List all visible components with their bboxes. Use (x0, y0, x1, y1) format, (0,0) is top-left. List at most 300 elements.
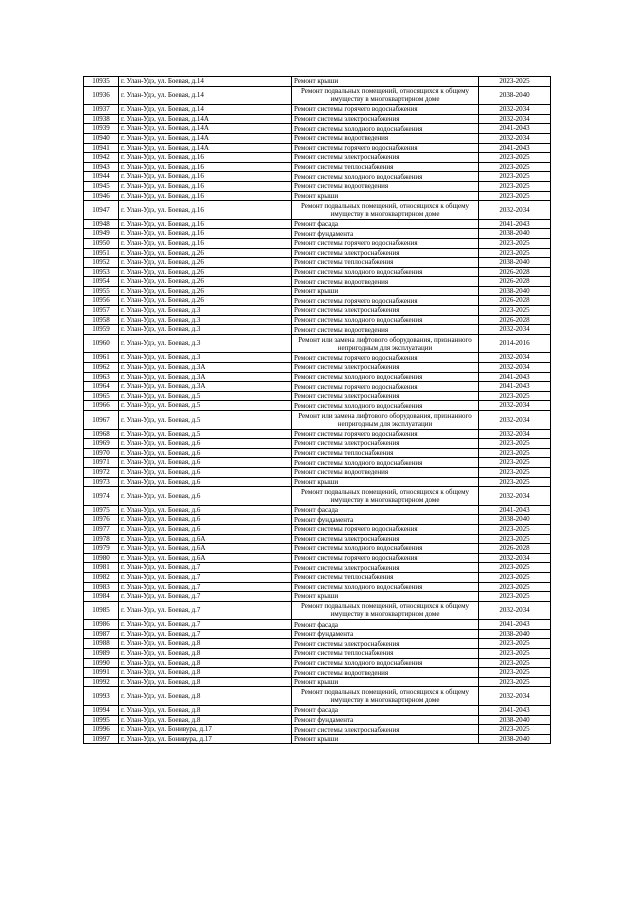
row-number: 10969 (84, 439, 119, 449)
row-period: 2032-2034 (479, 133, 551, 143)
table-row (84, 258, 551, 268)
row-work-type: Ремонт системы электроснабжения (292, 725, 479, 735)
row-address: г. Улан-Удэ, ул. Боевая, д.3А (119, 372, 292, 382)
row-address: г. Улан-Удэ, ул. Боевая, д.8 (119, 649, 292, 659)
table-row (84, 114, 551, 124)
row-number: 10957 (84, 306, 119, 316)
row-work-type: Ремонт системы горячего водоснабжения (292, 524, 479, 534)
row-period: 2023-2025 (479, 477, 551, 487)
table-row (84, 505, 551, 515)
row-number: 10992 (84, 677, 119, 687)
table-row (84, 458, 551, 468)
row-period: 2023-2025 (479, 639, 551, 649)
row-address: г. Улан-Удэ, ул. Боевая, д.3 (119, 325, 292, 335)
row-number: 10990 (84, 658, 119, 668)
row-period: 2023-2025 (479, 592, 551, 602)
row-address: г. Улан-Удэ, ул. Боевая, д.3 (119, 353, 292, 363)
row-address: г. Улан-Удэ, ул. Боевая, д.8 (119, 639, 292, 649)
row-work-type: Ремонт системы теплоснабжения (292, 649, 479, 659)
table-row (84, 601, 551, 620)
row-period: 2023-2025 (479, 649, 551, 659)
row-number: 10948 (84, 219, 119, 229)
row-number: 10971 (84, 458, 119, 468)
table-row (84, 363, 551, 373)
row-number: 10987 (84, 629, 119, 639)
row-period: 2023-2025 (479, 582, 551, 592)
row-address: г. Улан-Удэ, ул. Боевая, д.5 (119, 391, 292, 401)
table-row (84, 725, 551, 735)
row-period: 2041-2043 (479, 706, 551, 716)
row-number: 10945 (84, 181, 119, 191)
table-row (84, 325, 551, 335)
table-row (84, 582, 551, 592)
row-work-type: Ремонт системы электроснабжения (292, 391, 479, 401)
row-number: 10958 (84, 315, 119, 325)
table-row (84, 172, 551, 182)
row-address: г. Улан-Удэ, ул. Боевая, д.6 (119, 448, 292, 458)
row-number: 10956 (84, 296, 119, 306)
row-work-type: Ремонт системы горячего водоснабжения (292, 553, 479, 563)
row-address: г. Улан-Удэ, ул. Боевая, д.3А (119, 382, 292, 392)
row-work-type: Ремонт подвальных помещений, относящихся к общему имуществу в многоквартирном доме (292, 687, 479, 706)
row-work-type: Ремонт подвальных помещений, относящихся к общему имуществу в многоквартирном доме (292, 201, 479, 220)
row-work-type: Ремонт фасада (292, 505, 479, 515)
row-number: 10941 (84, 143, 119, 153)
row-number: 10997 (84, 734, 119, 744)
row-address: г. Улан-Удэ, ул. Боевая, д.6 (119, 505, 292, 515)
row-period: 2023-2025 (479, 238, 551, 248)
table-row (84, 162, 551, 172)
row-work-type: Ремонт системы холодного водоснабжения (292, 267, 479, 277)
row-period: 2038-2040 (479, 258, 551, 268)
row-address: г. Улан-Удэ, ул. Боевая, д.26 (119, 248, 292, 258)
row-address: г. Улан-Удэ, ул. Боевая, д.8 (119, 687, 292, 706)
table-row (84, 382, 551, 392)
row-address: г. Улан-Удэ, ул. Боевая, д.3 (119, 315, 292, 325)
row-number: 10980 (84, 553, 119, 563)
row-period: 2023-2025 (479, 248, 551, 258)
row-work-type: Ремонт крыши (292, 286, 479, 296)
row-period: 2023-2025 (479, 181, 551, 191)
row-period: 2023-2025 (479, 467, 551, 477)
row-period: 2032-2034 (479, 114, 551, 124)
table-row (84, 639, 551, 649)
row-address: г. Улан-Удэ, ул. Боевая, д.14А (119, 124, 292, 134)
table-row (84, 296, 551, 306)
row-period: 2026-2028 (479, 267, 551, 277)
row-work-type: Ремонт или замена лифтового оборудования, признанного непригодным для эксплуатации (292, 334, 479, 353)
row-number: 10942 (84, 153, 119, 163)
row-work-type: Ремонт подвальных помещений, относящихся к общему имуществу в многоквартирном доме (292, 601, 479, 620)
row-number: 10996 (84, 725, 119, 735)
row-period: 2023-2025 (479, 439, 551, 449)
row-period: 2038-2040 (479, 734, 551, 744)
row-work-type: Ремонт крыши (292, 592, 479, 602)
row-address: г. Улан-Удэ, ул. Боевая, д.14 (119, 105, 292, 115)
row-work-type: Ремонт системы холодного водоснабжения (292, 372, 479, 382)
row-number: 10974 (84, 487, 119, 506)
table-row (84, 238, 551, 248)
table-row (84, 658, 551, 668)
table-row (84, 448, 551, 458)
row-work-type: Ремонт системы водоотведения (292, 133, 479, 143)
row-period: 2023-2025 (479, 524, 551, 534)
table-row (84, 191, 551, 201)
row-work-type: Ремонт крыши (292, 191, 479, 201)
row-work-type: Ремонт фасада (292, 620, 479, 630)
row-work-type: Ремонт системы водоотведения (292, 277, 479, 287)
row-address: г. Улан-Удэ, ул. Бонивура, д.17 (119, 734, 292, 744)
row-address: г. Улан-Удэ, ул. Боевая, д.8 (119, 677, 292, 687)
row-number: 10954 (84, 277, 119, 287)
row-period: 2032-2034 (479, 353, 551, 363)
row-number: 10994 (84, 706, 119, 716)
row-address: г. Улан-Удэ, ул. Боевая, д.14А (119, 133, 292, 143)
row-number: 10973 (84, 477, 119, 487)
row-period: 2023-2025 (479, 658, 551, 668)
row-work-type: Ремонт крыши (292, 77, 479, 87)
row-number: 10952 (84, 258, 119, 268)
row-work-type: Ремонт системы холодного водоснабжения (292, 544, 479, 554)
row-work-type: Ремонт системы горячего водоснабжения (292, 105, 479, 115)
row-period: 2032-2034 (479, 601, 551, 620)
table-row (84, 677, 551, 687)
row-address: г. Улан-Удэ, ул. Боевая, д.7 (119, 620, 292, 630)
row-number: 10955 (84, 286, 119, 296)
row-work-type: Ремонт фундамента (292, 629, 479, 639)
row-number: 10966 (84, 401, 119, 411)
table-row (84, 334, 551, 353)
row-period: 2032-2034 (479, 401, 551, 411)
row-period: 2041-2043 (479, 143, 551, 153)
row-period: 2038-2040 (479, 86, 551, 105)
row-period: 2032-2034 (479, 687, 551, 706)
row-work-type: Ремонт системы теплоснабжения (292, 162, 479, 172)
row-address: г. Улан-Удэ, ул. Боевая, д.16 (119, 181, 292, 191)
row-work-type: Ремонт крыши (292, 734, 479, 744)
row-work-type: Ремонт подвальных помещений, относящихся к общему имуществу в многоквартирном доме (292, 487, 479, 506)
row-address: г. Улан-Удэ, ул. Боевая, д.26 (119, 267, 292, 277)
row-number: 10979 (84, 544, 119, 554)
table-row (84, 143, 551, 153)
row-work-type: Ремонт системы горячего водоснабжения (292, 429, 479, 439)
row-number: 10985 (84, 601, 119, 620)
row-number: 10961 (84, 353, 119, 363)
row-address: г. Улан-Удэ, ул. Боевая, д.6 (119, 458, 292, 468)
row-period: 2032-2034 (479, 105, 551, 115)
table-row (84, 592, 551, 602)
row-work-type: Ремонт крыши (292, 677, 479, 687)
row-number: 10962 (84, 363, 119, 373)
row-period: 2032-2034 (479, 411, 551, 430)
table-row (84, 219, 551, 229)
row-period: 2023-2025 (479, 172, 551, 182)
row-address: г. Улан-Удэ, ул. Боевая, д.3 (119, 334, 292, 353)
table-row (84, 277, 551, 287)
row-number: 10983 (84, 582, 119, 592)
row-work-type: Ремонт системы холодного водоснабжения (292, 172, 479, 182)
row-period: 2023-2025 (479, 162, 551, 172)
row-address: г. Улан-Удэ, ул. Боевая, д.6А (119, 534, 292, 544)
row-period: 2038-2040 (479, 286, 551, 296)
table-row (84, 439, 551, 449)
row-work-type: Ремонт или замена лифтового оборудования, признанного непригодным для эксплуатации (292, 411, 479, 430)
row-work-type: Ремонт крыши (292, 477, 479, 487)
row-work-type: Ремонт системы горячего водоснабжения (292, 353, 479, 363)
table-row (84, 620, 551, 630)
row-work-type: Ремонт системы горячего водоснабжения (292, 382, 479, 392)
row-number: 10968 (84, 429, 119, 439)
row-period: 2023-2025 (479, 153, 551, 163)
row-address: г. Улан-Удэ, ул. Боевая, д.7 (119, 572, 292, 582)
table-row (84, 734, 551, 744)
table-row (84, 411, 551, 430)
row-period: 2038-2040 (479, 229, 551, 239)
row-period: 2038-2040 (479, 715, 551, 725)
row-address: г. Улан-Удэ, ул. Боевая, д.6 (119, 487, 292, 506)
row-number: 10939 (84, 124, 119, 134)
row-address: г. Улан-Удэ, ул. Боевая, д.14 (119, 86, 292, 105)
row-work-type: Ремонт системы холодного водоснабжения (292, 401, 479, 411)
row-address: г. Улан-Удэ, ул. Бонивура, д.17 (119, 725, 292, 735)
row-work-type: Ремонт системы холодного водоснабжения (292, 124, 479, 134)
row-number: 10940 (84, 133, 119, 143)
row-address: г. Улан-Удэ, ул. Боевая, д.6 (119, 467, 292, 477)
table-row (84, 124, 551, 134)
row-period: 2038-2040 (479, 515, 551, 525)
row-address: г. Улан-Удэ, ул. Боевая, д.6 (119, 515, 292, 525)
row-work-type: Ремонт системы электроснабжения (292, 639, 479, 649)
row-address: г. Улан-Удэ, ул. Боевая, д.7 (119, 601, 292, 620)
table-row (84, 467, 551, 477)
row-period: 2014-2016 (479, 334, 551, 353)
row-period: 2026-2028 (479, 544, 551, 554)
row-number: 10943 (84, 162, 119, 172)
table-row (84, 133, 551, 143)
table-body (84, 77, 551, 744)
row-period: 2026-2028 (479, 277, 551, 287)
row-address: г. Улан-Удэ, ул. Боевая, д.5 (119, 401, 292, 411)
row-period: 2032-2034 (479, 363, 551, 373)
row-address: г. Улан-Удэ, ул. Боевая, д.16 (119, 238, 292, 248)
row-work-type: Ремонт системы водоотведения (292, 467, 479, 477)
repair-schedule-table (83, 76, 551, 744)
row-address: г. Улан-Удэ, ул. Боевая, д.16 (119, 153, 292, 163)
table-row (84, 391, 551, 401)
row-address: г. Улан-Удэ, ул. Боевая, д.7 (119, 582, 292, 592)
row-address: г. Улан-Удэ, ул. Боевая, д.7 (119, 629, 292, 639)
table-row (84, 706, 551, 716)
table-row (84, 153, 551, 163)
row-work-type: Ремонт системы водоотведения (292, 325, 479, 335)
row-number: 10989 (84, 649, 119, 659)
table-row (84, 267, 551, 277)
row-address: г. Улан-Удэ, ул. Боевая, д.16 (119, 191, 292, 201)
row-period: 2023-2025 (479, 391, 551, 401)
table-row (84, 372, 551, 382)
table-row (84, 563, 551, 573)
row-number: 10981 (84, 563, 119, 573)
row-period: 2032-2034 (479, 325, 551, 335)
row-period: 2023-2025 (479, 306, 551, 316)
row-address: г. Улан-Удэ, ул. Боевая, д.8 (119, 715, 292, 725)
table-row (84, 306, 551, 316)
row-number: 10967 (84, 411, 119, 430)
row-number: 10993 (84, 687, 119, 706)
row-address: г. Улан-Удэ, ул. Боевая, д.7 (119, 563, 292, 573)
row-number: 10950 (84, 238, 119, 248)
table-row (84, 553, 551, 563)
row-number: 10951 (84, 248, 119, 258)
table-row (84, 181, 551, 191)
row-period: 2023-2025 (479, 191, 551, 201)
row-address: г. Улан-Удэ, ул. Боевая, д.26 (119, 286, 292, 296)
row-period: 2041-2043 (479, 620, 551, 630)
table-row (84, 229, 551, 239)
row-number: 10986 (84, 620, 119, 630)
row-address: г. Улан-Удэ, ул. Боевая, д.14А (119, 114, 292, 124)
row-address: г. Улан-Удэ, ул. Боевая, д.16 (119, 201, 292, 220)
row-number: 10972 (84, 467, 119, 477)
row-work-type: Ремонт фасада (292, 706, 479, 716)
row-period: 2023-2025 (479, 563, 551, 573)
row-number: 10975 (84, 505, 119, 515)
row-work-type: Ремонт системы электроснабжения (292, 248, 479, 258)
row-work-type: Ремонт системы холодного водоснабжения (292, 582, 479, 592)
row-number: 10970 (84, 448, 119, 458)
row-number: 10936 (84, 86, 119, 105)
row-number: 10953 (84, 267, 119, 277)
row-number: 10964 (84, 382, 119, 392)
table-row (84, 86, 551, 105)
row-address: г. Улан-Удэ, ул. Боевая, д.16 (119, 229, 292, 239)
row-address: г. Улан-Удэ, ул. Боевая, д.26 (119, 258, 292, 268)
row-period: 2032-2034 (479, 553, 551, 563)
table-row (84, 477, 551, 487)
row-period: 2023-2025 (479, 534, 551, 544)
row-period: 2032-2034 (479, 201, 551, 220)
table-row (84, 572, 551, 582)
row-address: г. Улан-Удэ, ул. Боевая, д.26 (119, 277, 292, 287)
row-address: г. Улан-Удэ, ул. Боевая, д.6А (119, 544, 292, 554)
table-row (84, 487, 551, 506)
row-period: 2023-2025 (479, 77, 551, 87)
row-number: 10947 (84, 201, 119, 220)
row-number: 10988 (84, 639, 119, 649)
row-number: 10977 (84, 524, 119, 534)
row-address: г. Улан-Удэ, ул. Боевая, д.6 (119, 524, 292, 534)
row-work-type: Ремонт системы теплоснабжения (292, 572, 479, 582)
row-work-type: Ремонт системы электроснабжения (292, 439, 479, 449)
table-row (84, 248, 551, 258)
row-number: 10965 (84, 391, 119, 401)
row-number: 10935 (84, 77, 119, 87)
row-number: 10938 (84, 114, 119, 124)
row-period: 2041-2043 (479, 505, 551, 515)
row-period: 2023-2025 (479, 458, 551, 468)
table-row (84, 105, 551, 115)
row-work-type: Ремонт фундамента (292, 515, 479, 525)
table-row (84, 201, 551, 220)
row-number: 10991 (84, 668, 119, 678)
row-number: 10982 (84, 572, 119, 582)
row-period: 2023-2025 (479, 668, 551, 678)
table-row (84, 353, 551, 363)
table-row (84, 534, 551, 544)
row-address: г. Улан-Удэ, ул. Боевая, д.14 (119, 77, 292, 87)
table-row (84, 77, 551, 87)
row-number: 10937 (84, 105, 119, 115)
row-number: 10995 (84, 715, 119, 725)
row-work-type: Ремонт системы электроснабжения (292, 306, 479, 316)
row-period: 2038-2040 (479, 629, 551, 639)
table-row (84, 429, 551, 439)
row-period: 2032-2034 (479, 429, 551, 439)
table-row (84, 687, 551, 706)
row-work-type: Ремонт системы электроснабжения (292, 563, 479, 573)
row-work-type: Ремонт фасада (292, 219, 479, 229)
row-number: 10978 (84, 534, 119, 544)
row-period: 2041-2043 (479, 219, 551, 229)
row-address: г. Улан-Удэ, ул. Боевая, д.3 (119, 306, 292, 316)
row-number: 10959 (84, 325, 119, 335)
row-work-type: Ремонт системы водоотведения (292, 181, 479, 191)
row-period: 2023-2025 (479, 725, 551, 735)
row-period: 2041-2043 (479, 124, 551, 134)
row-work-type: Ремонт системы холодного водоснабжения (292, 315, 479, 325)
row-period: 2041-2043 (479, 382, 551, 392)
row-work-type: Ремонт системы водоотведения (292, 668, 479, 678)
row-address: г. Улан-Удэ, ул. Боевая, д.6 (119, 439, 292, 449)
row-period: 2032-2034 (479, 487, 551, 506)
row-work-type: Ремонт системы горячего водоснабжения (292, 296, 479, 306)
row-work-type: Ремонт фундамента (292, 229, 479, 239)
table-row (84, 401, 551, 411)
row-address: г. Улан-Удэ, ул. Боевая, д.6А (119, 553, 292, 563)
row-address: г. Улан-Удэ, ул. Боевая, д.8 (119, 706, 292, 716)
table-row (84, 524, 551, 534)
row-number: 10960 (84, 334, 119, 353)
row-period: 2023-2025 (479, 677, 551, 687)
row-period: 2026-2028 (479, 315, 551, 325)
row-work-type: Ремонт системы теплоснабжения (292, 258, 479, 268)
row-period: 2026-2028 (479, 296, 551, 306)
row-address: г. Улан-Удэ, ул. Боевая, д.8 (119, 668, 292, 678)
table-row (84, 315, 551, 325)
row-number: 10984 (84, 592, 119, 602)
row-address: г. Улан-Удэ, ул. Боевая, д.8 (119, 658, 292, 668)
row-work-type: Ремонт подвальных помещений, относящихся к общему имуществу в многоквартирном доме (292, 86, 479, 105)
row-number: 10944 (84, 172, 119, 182)
table-row (84, 715, 551, 725)
row-address: г. Улан-Удэ, ул. Боевая, д.3А (119, 363, 292, 373)
row-address: г. Улан-Удэ, ул. Боевая, д.7 (119, 592, 292, 602)
row-number: 10976 (84, 515, 119, 525)
row-work-type: Ремонт системы холодного водоснабжения (292, 658, 479, 668)
row-address: г. Улан-Удэ, ул. Боевая, д.16 (119, 219, 292, 229)
row-work-type: Ремонт системы холодного водоснабжения (292, 458, 479, 468)
row-period: 2041-2043 (479, 372, 551, 382)
row-number: 10949 (84, 229, 119, 239)
row-number: 10946 (84, 191, 119, 201)
row-address: г. Улан-Удэ, ул. Боевая, д.16 (119, 162, 292, 172)
row-address: г. Улан-Удэ, ул. Боевая, д.5 (119, 411, 292, 430)
table-row (84, 515, 551, 525)
row-address: г. Улан-Удэ, ул. Боевая, д.16 (119, 172, 292, 182)
table-row (84, 629, 551, 639)
row-number: 10963 (84, 372, 119, 382)
row-period: 2023-2025 (479, 572, 551, 582)
